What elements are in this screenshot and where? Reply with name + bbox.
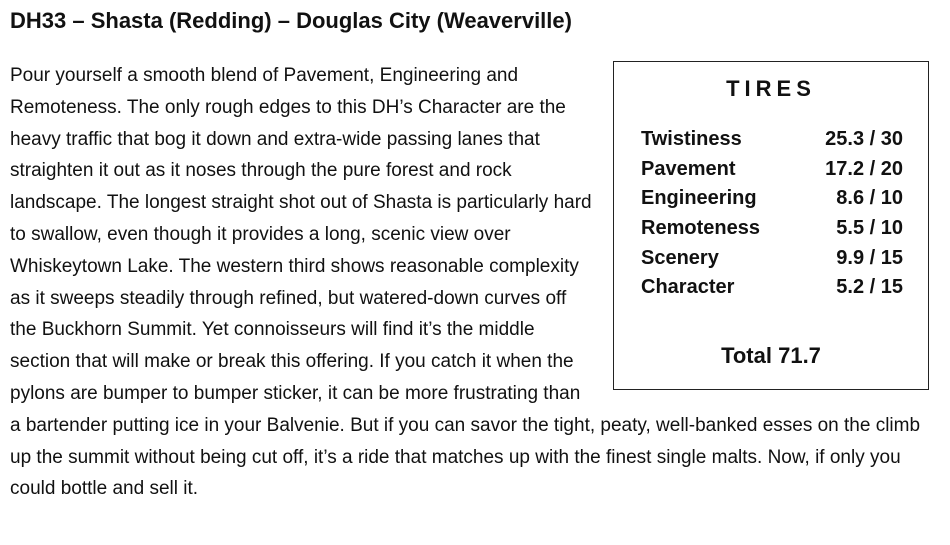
tires-title: TIRES bbox=[726, 76, 816, 101]
score-label: Character bbox=[641, 276, 735, 298]
total-score: Total 71.7 bbox=[721, 343, 821, 368]
score-value: 5.5 / 10 bbox=[836, 217, 903, 239]
score-row-twistiness bbox=[641, 124, 903, 154]
score-label: Pavement bbox=[641, 158, 736, 180]
score-row-remoteness bbox=[641, 213, 903, 243]
tires-ratings-box bbox=[613, 61, 929, 390]
score-row-character bbox=[641, 272, 903, 302]
score-label: Scenery bbox=[641, 247, 719, 269]
score-value: 17.2 / 20 bbox=[825, 158, 903, 180]
score-row-scenery bbox=[641, 243, 903, 273]
score-label: Remoteness bbox=[641, 217, 760, 239]
score-value: 9.9 / 15 bbox=[836, 247, 903, 269]
score-row-pavement bbox=[641, 154, 903, 184]
page-title: DH33 – Shasta (Redding) – Douglas City (Weaverville) bbox=[10, 8, 572, 33]
score-value: 8.6 / 10 bbox=[836, 187, 903, 209]
score-value: 5.2 / 15 bbox=[836, 276, 903, 298]
score-value: 25.3 / 30 bbox=[825, 128, 903, 150]
score-label: Engineering bbox=[641, 187, 757, 209]
review-text: Pour yourself a smooth blend of Pavement, Engineering and Remoteness. The only rough edges to this DH’s Character are the heavy traffic that bog it down and extra-wide passing lanes that straighten it out as it noses through the pure forest and rock landscape. The longest straight shot out of Shasta is particularly hard to swallow, even though it provides a long, scenic view over Whiskeytown Lake. The western third shows reasonable complexity as it sweeps steadily through refined, but watered-down curves off the Buckhorn Summit. Yet connoisseurs will find it’s the middle section that will make or break this offering. If you catch it when the pylons are bumper to bumper sticker, it can be more frustrating than a bartender putting ice in your Balvenie. But if you can savor the tight, peaty, well-banked esses on the climb up the summit without being cut off, it’s a ride that matches up with the finest single malts. Now, if only you could bottle and sell it. bbox=[10, 65, 921, 500]
score-label: Twistiness bbox=[641, 128, 742, 150]
score-row-engineering bbox=[641, 183, 903, 213]
